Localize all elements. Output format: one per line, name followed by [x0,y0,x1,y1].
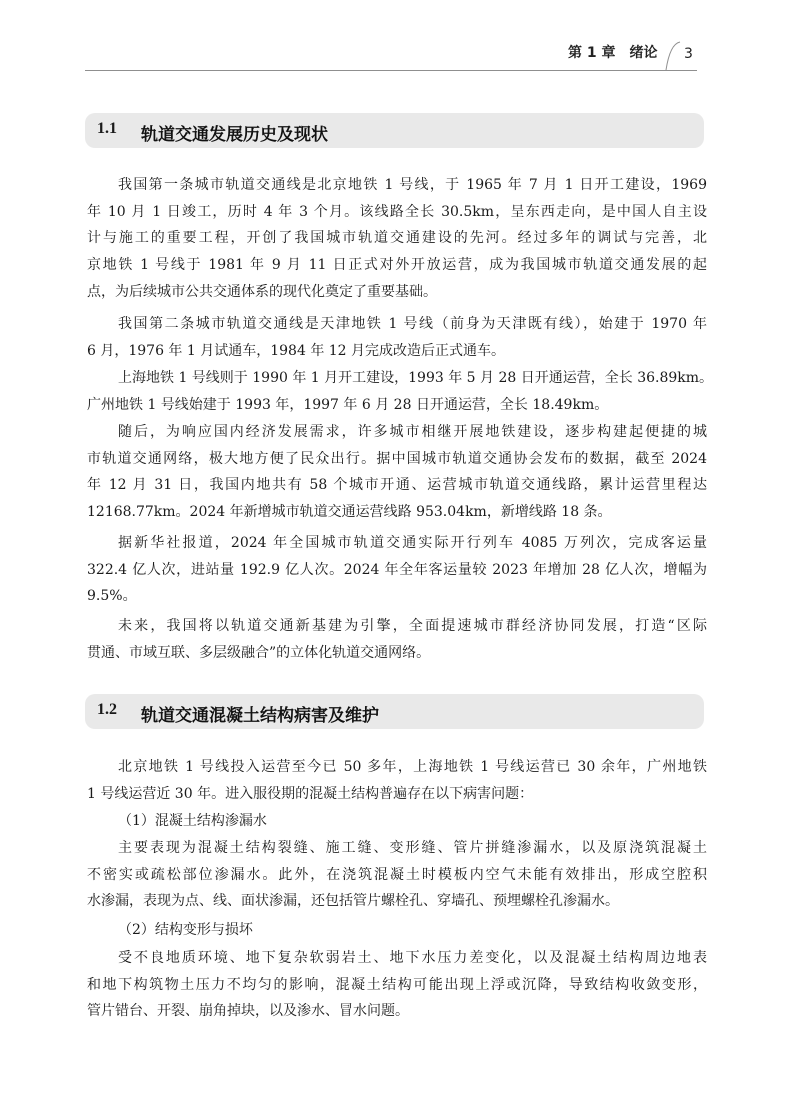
text-line: （2）结构变形与损坏 [118,922,253,938]
text-line: 年 10 月 1 日竣工，历时 4 年 3 个月。该线路全长 30.5km，呈东西走向，是中国人自主设 [87,203,707,220]
page-number: 3 [684,46,693,62]
text-line: 未来，我国将以轨道交通新基建为引擎，全面提速城市群经济协同发展，打造“区际 [118,618,707,634]
text-line: 随后，为响应国内经济发展需求，许多城市相继开展地铁建设，逐步构建起便捷的城 [118,424,707,440]
text-line: 我国第二条城市轨道交通线是天津地铁 1 号线（前身为天津既有线），始建于 1970 年 [118,316,707,332]
text-line: 我国第一条城市轨道交通线是北京地铁 1 号线，于 1965 年 7 月 1 日开工建设，1969 [118,177,707,193]
paragraph-1-2-2 [87,835,707,915]
paragraph-1-1-6 [87,613,707,666]
text-line: 点，为后续城市公共交通体系的现代化奠定了重要基础。 [87,283,437,300]
header-divider-icon [660,40,686,72]
header-rule [85,70,697,71]
text-line: 不密实或疏松部位渗漏水。此外，在浇筑混凝土时模板内空气未能有效排出，形成空腔积 [87,866,707,883]
paragraph-1-1-4 [87,419,707,526]
text-line: 据新华社报道，2024 年全国城市轨道交通实际开行列车 4085 万列次，完成客运量 [118,535,707,551]
text-line: 京地铁 1 号线于 1981 年 9 月 11 日正式对外开放运营，成为我国城市轨道交通发展的起 [87,257,707,274]
text-line: 主要表现为混凝土结构裂缝、施工缝、变形缝、管片拼缝渗漏水，以及原浇筑混凝土 [118,840,707,856]
section-heading-1-1 [85,113,704,148]
text-line: 年 12 月 31 日，我国内地共有 58 个城市开通、运营城市轨道交通线路，累计运营里程达 [87,477,707,494]
text-line: 北京地铁 1 号线投入运营至今已 50 多年，上海地铁 1 号线运营已 30 余年，广州地铁 [118,759,707,775]
section-title: 轨道交通混凝土结构病害及维护 [141,706,379,726]
paragraph-1-2-3 [87,945,707,1025]
text-line: 1 号线运营近 30 年。进入服役期的混凝土结构普遍存在以下病害问题： [87,785,534,802]
section-number: 1.2 [97,701,117,718]
section-title: 轨道交通发展历史及现状 [141,125,328,145]
subheading-water-leakage [87,808,707,835]
paragraph-1-1-1 [87,172,707,305]
text-line: 水渗漏，表现为点、线、面状渗漏，还包括管片螺栓孔、穿墙孔、预埋螺栓孔渗漏水。 [87,893,619,910]
chapter-title: 第 1 章 绪论 [568,45,658,61]
section-number: 1.1 [97,120,117,137]
subheading-deformation [87,917,707,944]
text-line: 贯通、市域互联、多层级融合”的立体化轨道交通网络。 [87,644,431,661]
text-line: 9.5%。 [87,588,137,605]
paragraph-1-1-3 [87,365,714,418]
text-line: 322.4 亿人次，进站量 192.9 亿人次。2024 年全年客运量较 2023 年增加 28 亿人次，增幅为 [87,561,707,578]
text-line: 市轨道交通网络，极大地方便了民众出行。据中国城市轨道交通协会发布的数据，截至 2024 [87,450,707,467]
text-line: 管片错台、开裂、崩角掉块，以及渗水、冒水问题。 [87,1003,409,1020]
text-line: 和地下构筑物土压力不均匀的影响，混凝土结构可能出现上浮或沉降，导致结构收敛变形， [87,976,707,993]
text-line: 6 月，1976 年 1 月试通车，1984 年 12 月完成改造后正式通车。 [87,342,506,359]
text-line: 受不良地质环境、地下复杂软弱岩土、地下水压力差变化，以及混凝土结构周边地表 [118,950,707,966]
paragraph-1-1-2 [87,311,707,364]
paragraph-1-2-1 [87,754,707,807]
text-line: 广州地铁 1 号线始建于 1993 年，1997 年 6 月 28 日开通运营，全长 18.49km。 [87,396,609,413]
section-heading-1-2 [85,694,704,729]
text-line: 计与施工的重要工程，开创了我国城市轨道交通建设的先河。经过多年的调试与完善，北 [87,230,707,247]
text-line: （1）混凝土结构渗漏水 [118,813,267,829]
paragraph-1-1-5 [87,530,707,610]
text-line: 上海地铁 1 号线则于 1990 年 1 月开工建设，1993 年 5 月 28 日开通运营，全长 36.89km。 [118,370,714,386]
text-line: 12168.77km。2024 年新增城市轨道交通运营线路 953.04km，新增线路 18 条。 [87,504,612,521]
